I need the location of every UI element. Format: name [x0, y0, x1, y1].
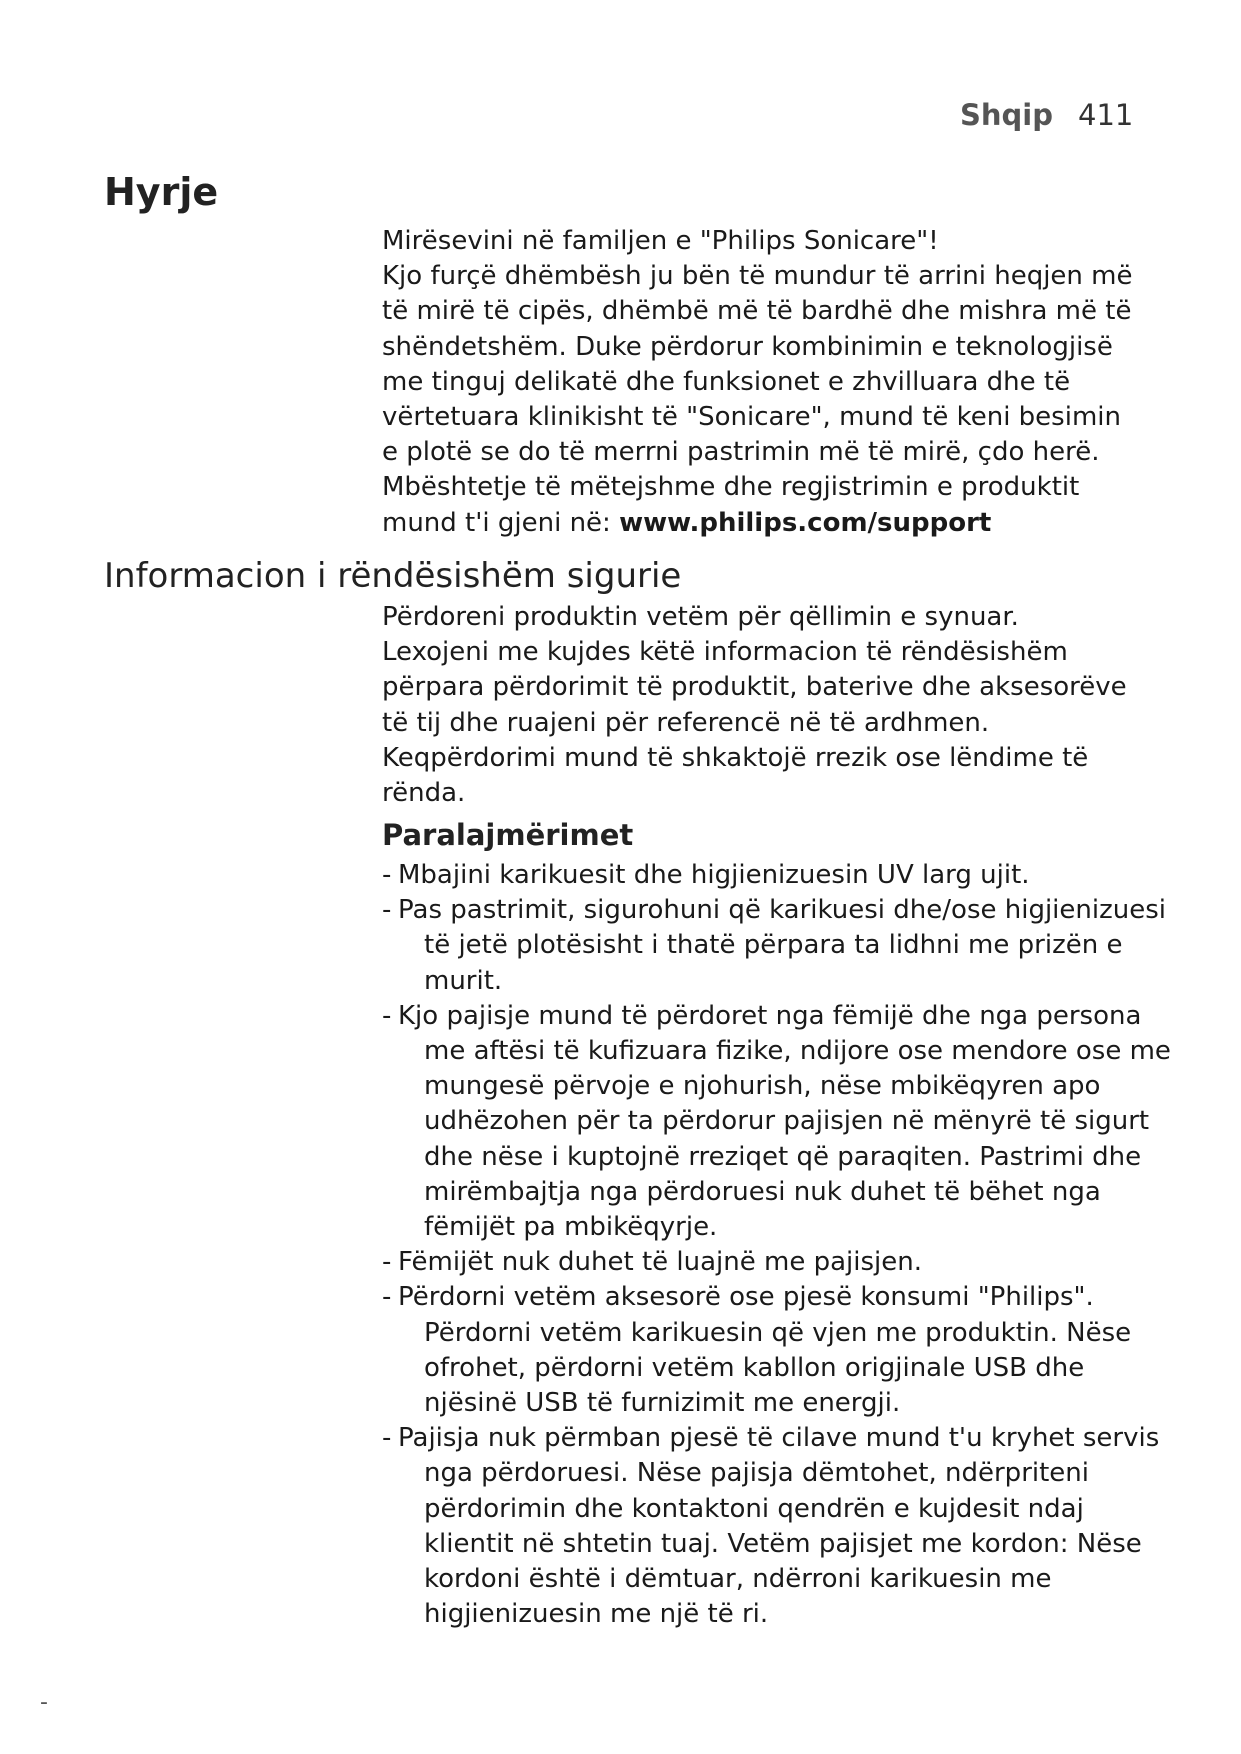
safety-line: rënda.	[382, 778, 466, 809]
list-item: - Pas pastrimit, sigurohuni që karikuesi dhe/ose higjienizuesi të jetë plotësisht i thatë përpara ta lidhni me prizën e murit.	[382, 895, 1166, 996]
intro-line: të mirë të cipës, dhëmbë më të bardhë dhe mishra më të	[382, 296, 1132, 327]
safety-line: të tij dhe ruajeni për referencë në të ardhmen.	[382, 707, 990, 738]
safety-line: Lexojeni me kujdes këtë informacion të rëndësishëm	[382, 637, 1068, 668]
warning-text: Përdorni vetëm aksesorë ose pjesë konsumi "Philips". Përdorni vetëm karikuesin që vjen me produktin. Nëse ofrohet, përdorni vetëm kabllon origjinale USB dhe njësinë USB të furnizimit me energji.	[398, 1282, 1132, 1419]
safety-body	[382, 600, 1162, 811]
safety-heading: Informacion i rëndësishëm sigurie	[104, 556, 682, 596]
intro-line: shëndetshëm. Duke përdorur kombinimin e teknologjisë	[382, 331, 1113, 362]
warning-text: Pajisja nuk përmban pjesë të cilave mund t'u kryhet servis nga përdoruesi. Nëse pajisja dëmtohet, ndërpriteni përdorimin dhe kontaktoni qendrën e kujdesit ndaj klientit në shtetin tuaj. Vetëm pajisjet me kordon: Nëse kordoni është i dëmtuar, ndërroni karikuesin me higjienizuesin me një të ri.	[398, 1423, 1160, 1630]
safety-line: Përdoreni produktin vetëm për qëllimin e synuar.	[382, 602, 1019, 632]
warning-text: Kjo pajisje mund të përdoret nga fëmijë dhe nga persona me aftësi të kufizuara fizike, ndijore ose mendore ose me mungesë përvoje e njohurish, nëse mbikëqyren apo udhëzohen për ta përdorur pajisjen në mënyrë të sigurt dhe nëse i kuptojnë rreziqet që paraqiten. Pastrimi dhe mirëmbajtja nga përdoruesi nuk duhet të bëhet nga fëmijët pa mbikëqyrje.	[398, 1000, 1171, 1243]
intro-line: Kjo furçë dhëmbësh ju bën të mundur të arrini heqjen më	[382, 261, 1133, 292]
intro-last-line	[382, 506, 1162, 541]
intro-line-prefix: mund t'i gjeni në:	[382, 507, 620, 538]
section-language: Shqip	[960, 98, 1053, 132]
page-number: 411	[1078, 98, 1134, 132]
running-header	[930, 98, 1140, 138]
list-item: - Mbajini karikuesit dhe higjienizuesin UV larg ujit.	[382, 860, 1030, 890]
safety-line: përpara përdorimit të produktit, baterive dhe aksesorëve	[382, 672, 1127, 703]
intro-line: me tinguj delikatë dhe funksionet e zhvilluara dhe të	[382, 366, 1071, 397]
footer-mark: -	[40, 1690, 48, 1715]
intro-line: e plotë se do të merrni pastrimin më të mirë, çdo herë.	[382, 437, 1100, 468]
warning-text: Mbajini karikuesit dhe higjienizuesin UV larg ujit.	[398, 860, 1030, 890]
warning-text: Pas pastrimit, sigurohuni që karikuesi dhe/ose higjienizuesi të jetë plotësisht i thatë përpara ta lidhni me prizën e murit.	[398, 895, 1166, 996]
list-item: - Fëmijët nuk duhet të luajnë me pajisjen.	[382, 1247, 922, 1278]
intro-line: vërtetuara klinikisht të "Sonicare", mund të keni besimin	[382, 402, 1121, 433]
intro-heading: Hyrje	[104, 170, 219, 214]
warnings-list	[382, 858, 1172, 1632]
warnings-heading: Paralajmërimet	[382, 818, 634, 852]
intro-line: Mbështetje të mëtejshme dhe regjistrimin e produktit	[382, 472, 1080, 503]
warning-text: Fëmijët nuk duhet të luajnë me pajisjen.	[398, 1247, 922, 1278]
safety-line: Keqpërdorimi mund të shkaktojë rrezik ose lëndime të	[382, 742, 1089, 773]
list-item: - Kjo pajisje mund të përdoret nga fëmijë dhe nga persona me aftësi të kufizuara fizike, ndijore ose mendore ose me mungesë përvoje e njohurish, nëse mbikëqyren apo udhëzohen për ta përdorur pajisjen në mënyrë të sigurt dhe nëse i kuptojnë rreziqet që paraqiten. Pastrimi dhe mirëmbajtja nga përdoruesi nuk duhet të bëhet nga fëmijët pa mbikëqyrje.	[382, 1000, 1171, 1243]
list-item: - Përdorni vetëm aksesorë ose pjesë konsumi "Philips". Përdorni vetëm karikuesin që vjen me produktin. Nëse ofrohet, përdorni vetëm kabllon origjinale USB dhe njësinë USB të furnizimit me energji.	[382, 1282, 1132, 1419]
list-item: - Pajisja nuk përmban pjesë të cilave mund t'u kryhet servis nga përdoruesi. Nëse pajisja dëmtohet, ndërpriteni përdorimin dhe kontaktoni qendrën e kujdesit ndaj klientit në shtetin tuaj. Vetëm pajisjet me kordon: Nëse kordoni është i dëmtuar, ndërroni karikuesin me higjienizuesin me një të ri.	[382, 1423, 1160, 1630]
support-link[interactable]: www.philips.com/support	[619, 507, 992, 538]
intro-line: Mirësevini në familjen e "Philips Sonicare"!	[382, 226, 939, 256]
intro-body	[382, 224, 1162, 541]
